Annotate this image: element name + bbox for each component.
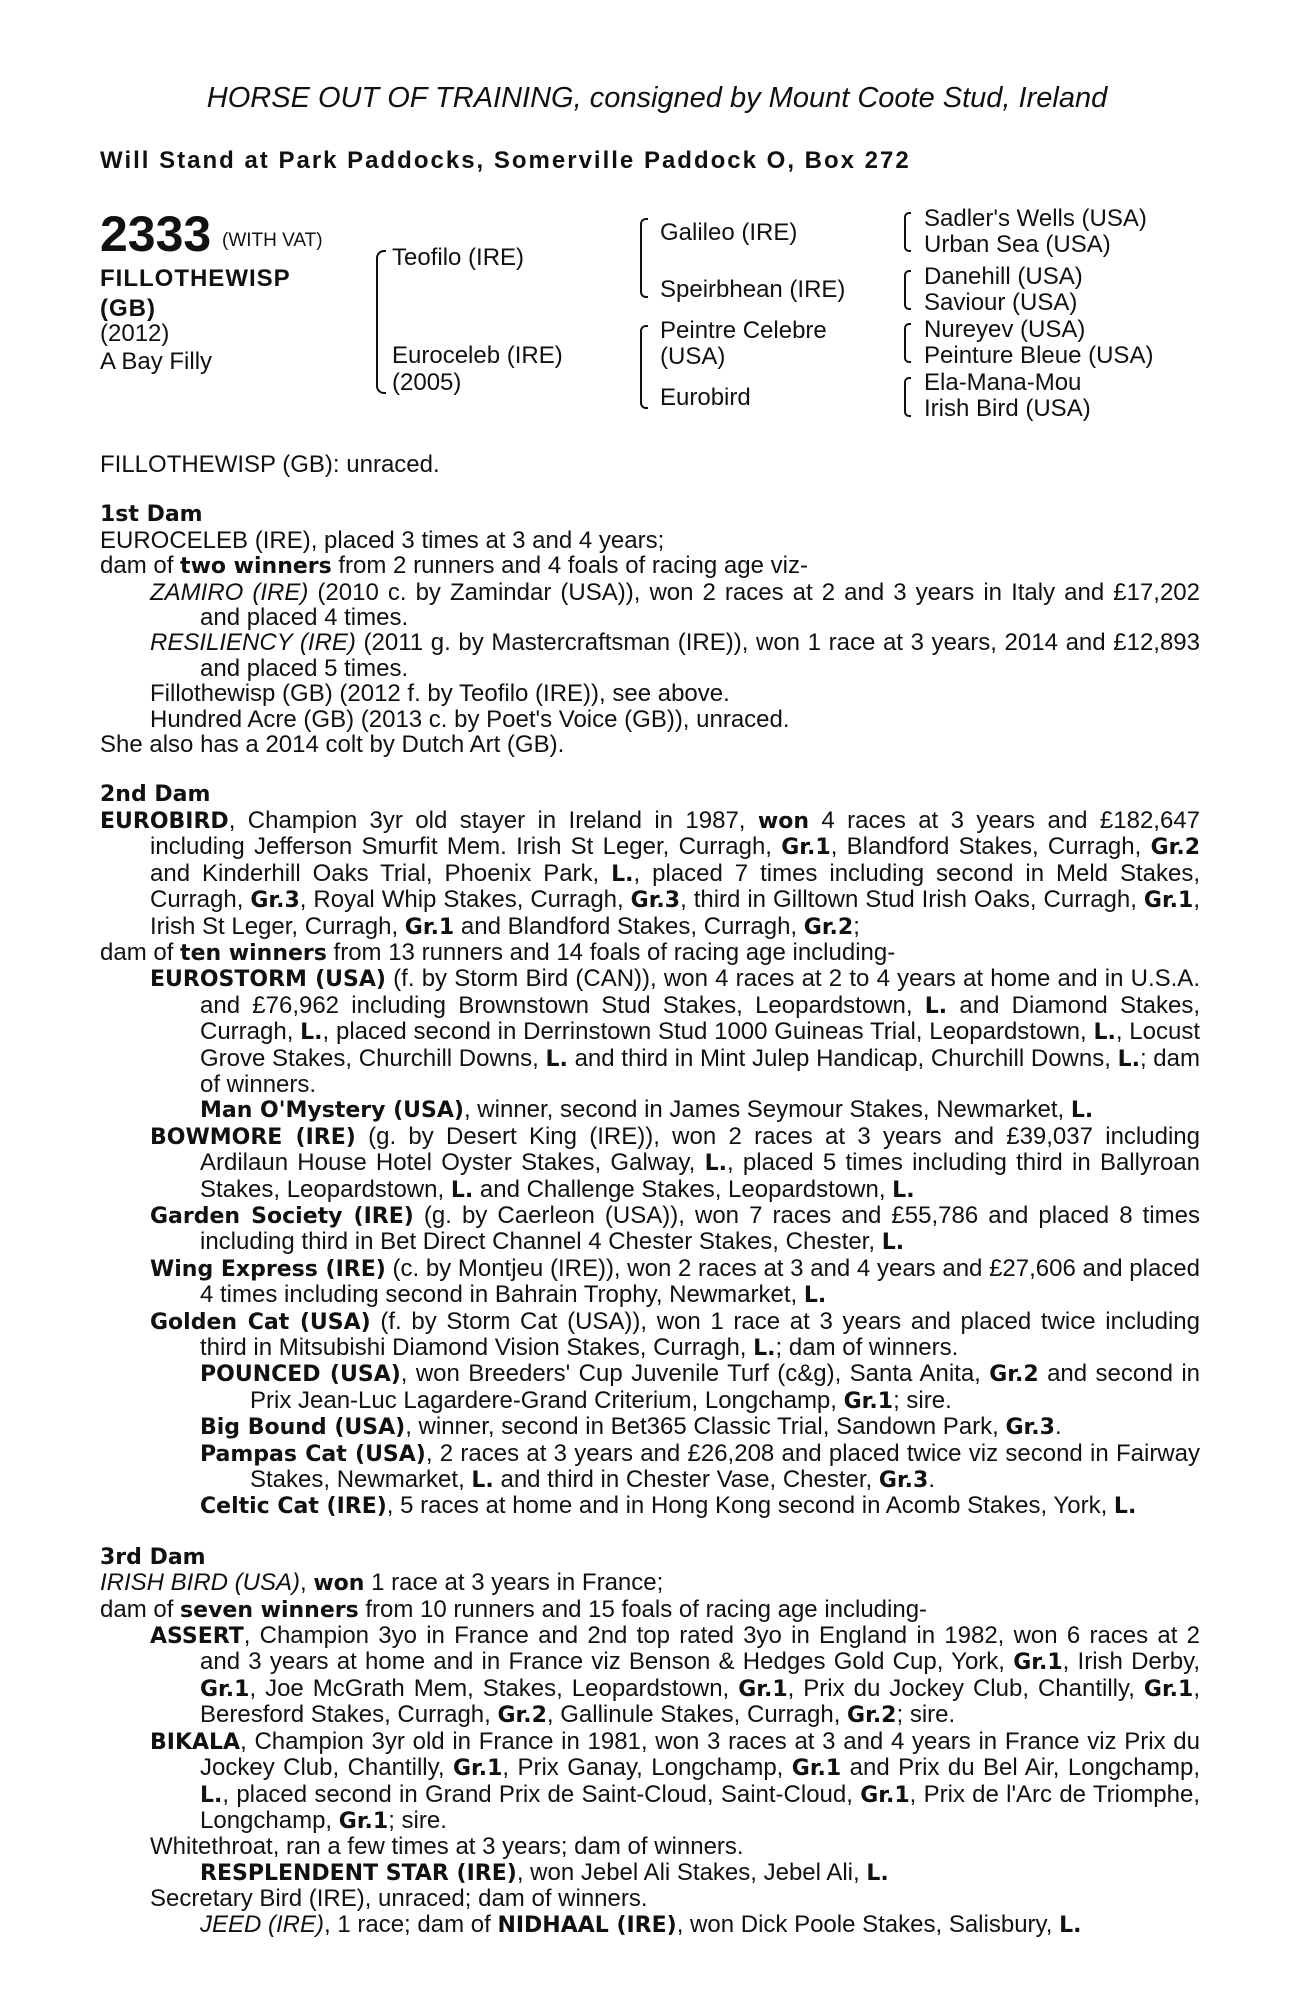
garden-society-entry: Garden Society (IRE) (g. by Caerleon (USA)), won 7 races and £55,786 and placed 8 times including third in Bet Direct Channel 4 Chester Stakes, Chester, L. xyxy=(150,1201,1200,1256)
celtic-cat-entry: Celtic Cat (IRE), 5 races at home and in Hong Kong second in Acomb Stakes, York, L. xyxy=(200,1492,1137,1520)
produce-2014-colt: She also has a 2014 colt by Dutch Art (GB). xyxy=(100,731,565,759)
wing-express-entry: Wing Express (IRE) (c. by Montjeu (IRE)), won 2 races at 3 and 4 years and £27,606 and placed 4 times including second in Bahrain Trophy, Newmarket, L. xyxy=(150,1254,1200,1309)
produce-resiliency: RESILIENCY (IRE) (2011 g. by Mastercraftsman (IRE)), won 1 race at 3 years, 2014 and £12,893 and placed 5 times. xyxy=(150,629,1201,682)
pedigree-dsd: Peinture Bleue (USA) xyxy=(924,342,1154,369)
pedigree-brace-dd xyxy=(904,377,911,417)
first-dam-heading: 1st Dam xyxy=(100,502,203,528)
man-o-mystery-entry: Man O'Mystery (USA), winner, second in James Seymour Stakes, Newmarket, L. xyxy=(200,1096,1094,1124)
horse-name-line2: (GB) xyxy=(100,295,156,322)
bowmore-entry: BOWMORE (IRE) (g. by Desert King (IRE)), won 2 races at 3 years and £39,037 including Ardilaun House Hotel Oyster Stakes, Galway, L., placed 5 times including third in Ballyroan Stakes, Leopardstown, L. and Challenge Stakes, Leopardstown, L. xyxy=(150,1122,1200,1203)
pedigree-dam-sire xyxy=(660,318,827,370)
pedigree-brace-dam xyxy=(640,325,648,409)
pedigree-sdd: Saviour (USA) xyxy=(924,289,1078,316)
golden-cat-entry: Golden Cat (USA) (f. by Storm Cat (USA)), won 1 race at 3 years and placed twice including third in Mitsubishi Diamond Vision Stakes, Curragh, L.; dam of winners. xyxy=(150,1307,1200,1361)
horse-name-line1: FILLOTHEWISP xyxy=(100,265,291,292)
pedigree-sire: Teofilo (IRE) xyxy=(392,244,525,271)
horse-info xyxy=(100,320,212,376)
pedigree-dam: Euroceleb (IRE) xyxy=(392,342,563,369)
pedigree-brace-sd xyxy=(904,270,911,310)
third-dam-heading: 3rd Dam xyxy=(100,1544,206,1570)
stabling-location: Will Stand at Park Paddocks, Somerville Paddock O, Box 272 xyxy=(100,147,911,174)
pedigree-brace-ds xyxy=(904,323,911,363)
horse-name xyxy=(100,264,291,324)
foaling-year: (2012) xyxy=(100,320,170,347)
big-bound-entry: Big Bound (USA), winner, second in Bet365 Classic Trial, Sandown Park, Gr.3. xyxy=(200,1413,1062,1441)
pedigree-dam-sire-line1: Peintre Celebre xyxy=(660,317,827,344)
pedigree-dam-sire-line2: (USA) xyxy=(660,343,726,370)
pounced-entry: POUNCED (USA), won Breeders' Cup Juvenile Turf (c&g), Santa Anita, Gr.2 and second in Prix Jean-Luc Lagardere-Grand Criterium, Longchamp, Gr.1; sire. xyxy=(200,1360,1201,1414)
pedigree-brace-ss xyxy=(904,212,911,252)
catalogue-header: HORSE OUT OF TRAINING, consigned by Mount Coote Stud, Ireland xyxy=(206,82,1108,114)
pedigree-sds: Danehill (USA) xyxy=(924,263,1083,290)
eurobird-entry: EUROBIRD, Champion 3yr old stayer in Ireland in 1987, won 4 races at 3 years and £182,647 including Jefferson Smurfit Mem. Irish St Leger, Curragh, Gr.1, Blandford Stakes, Curragh, Gr.2 and Kinderhill Oaks Trial, Phoenix Park, L., placed 7 times including second in Meld Stakes, Curragh, Gr.3, Royal Whip Stakes, Curragh, Gr.3, third in Gilltown Stud Irish Oaks, Curragh, Gr.1, Irish St Leger, Curragh, Gr.1 and Blandford Stakes, Curragh, Gr.2; xyxy=(100,806,1200,940)
pampas-cat-entry: Pampas Cat (USA), 2 races at 3 years and £26,208 and placed twice viz second in Fairway Stakes, Newmarket, L. and third in Chester Vase, Chester, Gr.3. xyxy=(200,1439,1200,1494)
pedigree-dam-dam: Eurobird xyxy=(660,384,751,411)
catalogue-body xyxy=(100,452,1200,1938)
pedigree-sss: Sadler's Wells (USA) xyxy=(924,205,1147,232)
jeed-entry: JEED (IRE), 1 race; dam of NIDHAAL (IRE), won Dick Poole Stakes, Salisbury, L. xyxy=(200,1910,1082,1938)
pedigree-brace-main xyxy=(376,250,386,394)
whitethroat-entry: Whitethroat, ran a few times at 3 years; dam of winners. xyxy=(150,1833,744,1861)
bikala-entry: BIKALA, Champion 3yr old in France in 1981, won 3 races at 3 and 4 years in France viz Prix du Jockey Club, Chantilly, Gr.1, Prix Ganay, Longchamp, Gr.1 and Prix du Bel Air, Longchamp, L., placed second in Grand Prix de Saint-Cloud, Saint-Cloud, Gr.1, Prix de l'Arc de Triomphe, Longchamp, Gr.1; sire. xyxy=(150,1727,1201,1834)
third-dam-produce-summary: dam of seven winners from 10 runners and 15 foals of racing age including- xyxy=(100,1595,928,1623)
racing-record: FILLOTHEWISP (GB): unraced. xyxy=(100,451,440,478)
eurostorm-entry: EUROSTORM (USA) (f. by Storm Bird (CAN)), won 4 races at 2 to 4 years at home and in U.S.A. and £76,962 including Brownstown Stud Stakes, Leopardstown, L. and Diamond Stakes, Curragh, L., placed second in Derrinstown Stud 1000 Guineas Trial, Leopardstown, L., Locust Grove Stakes, Churchill Downs, L. and third in Mint Julep Handicap, Churchill Downs, L.; dam of winners. xyxy=(150,965,1201,1098)
second-dam-produce-summary: dam of ten winners from 13 runners and 14 foals of racing age including- xyxy=(100,938,896,966)
second-dam-heading: 2nd Dam xyxy=(100,782,211,808)
pedigree-dds: Ela-Mana-Mou xyxy=(924,369,1082,396)
first-dam-summary: EUROCELEB (IRE), placed 3 times at 3 and 4 years; xyxy=(100,526,665,554)
assert-entry: ASSERT, Champion 3yo in France and 2nd top rated 3yo in England in 1982, won 6 races at 2 and 3 years at home and in France viz Benson & Hedges Gold Cup, York, Gr.1, Irish Derby, Gr.1, Joe McGrath Mem, Stakes, Leopardstown, Gr.1, Prix du Jockey Club, Chantilly, Gr.1, Beresford Stakes, Curragh, Gr.2, Gallinule Stakes, Curragh, Gr.2; sire. xyxy=(150,1622,1201,1729)
secretary-bird-entry: Secretary Bird (IRE), unraced; dam of winners. xyxy=(150,1885,648,1913)
irish-bird-entry: IRISH BIRD (USA), won 1 race at 3 years in France; xyxy=(100,1569,664,1597)
pedigree-brace-sire xyxy=(640,218,648,298)
pedigree-dam-year: (2005) xyxy=(392,369,462,396)
pedigree-sire-sire: Galileo (IRE) xyxy=(660,219,798,246)
pedigree-ssd: Urban Sea (USA) xyxy=(924,231,1111,258)
lot-number: 2333 xyxy=(100,206,212,262)
produce-hundred-acre: Hundred Acre (GB) (2013 c. by Poet's Voice (GB)), unraced. xyxy=(150,705,790,733)
vat-note: (WITH VAT) xyxy=(222,230,323,251)
pedigree-ddd: Irish Bird (USA) xyxy=(924,395,1091,422)
horse-description: A Bay Filly xyxy=(100,348,213,375)
pedigree-dss: Nureyev (USA) xyxy=(924,316,1086,343)
resplendent-star-entry: RESPLENDENT STAR (IRE), won Jebel Ali Stakes, Jebel Ali, L. xyxy=(200,1858,889,1886)
produce-fillothewisp: Fillothewisp (GB) (2012 f. by Teofilo (IRE)), see above. xyxy=(150,680,730,708)
first-dam-produce-summary: dam of two winners from 2 runners and 4 foals of racing age viz- xyxy=(100,552,808,580)
produce-zamiro: ZAMIRO (IRE) (2010 c. by Zamindar (USA)), won 2 races at 2 and 3 years in Italy and £17,202 and placed 4 times. xyxy=(150,578,1200,632)
pedigree-sire-dam: Speirbhean (IRE) xyxy=(660,276,846,303)
